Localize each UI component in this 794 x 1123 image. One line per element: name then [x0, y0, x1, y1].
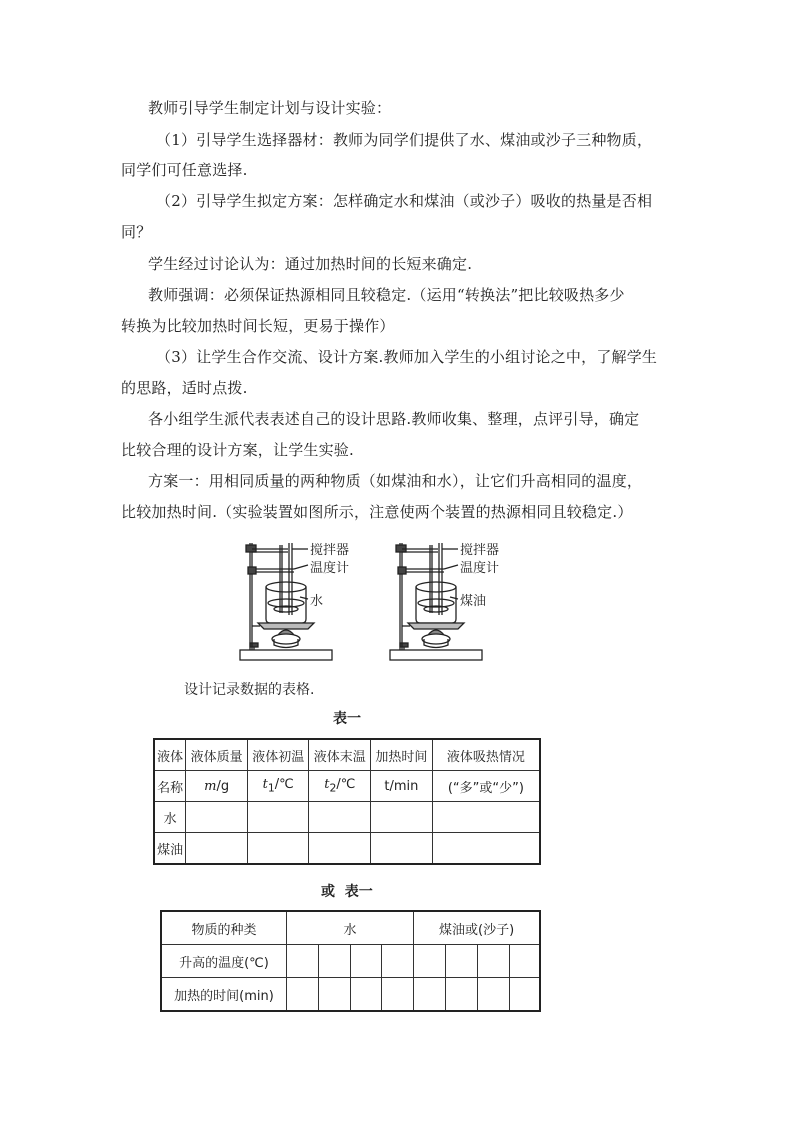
var-m: m	[204, 778, 217, 794]
data-table-2	[160, 910, 541, 1012]
table-header-cell: 液体初温	[247, 739, 309, 771]
paragraph-line: 的思路，适时点拨.	[121, 379, 248, 397]
paragraph-line: 比较合理的设计方案，让学生实验.	[121, 441, 354, 459]
var-t: t	[324, 777, 330, 793]
table-cell	[309, 833, 371, 865]
table-cell	[414, 945, 446, 978]
table-cell	[382, 978, 414, 1012]
table-row	[161, 945, 540, 978]
table-header-cell	[309, 771, 371, 802]
table-header-cell: 加热的时间(min)	[161, 978, 286, 1012]
label-stirrer-right: 搅拌器	[460, 543, 500, 558]
paragraph-line: （3）让学生合作交流、设计方案.教师加入学生的小组讨论之中，了解学生	[156, 348, 658, 366]
table-cell	[350, 945, 382, 978]
paragraph-line: 同？	[121, 223, 152, 241]
table-row	[154, 739, 540, 771]
table-cell	[186, 833, 248, 865]
unit: /℃	[274, 777, 294, 793]
table-cell	[509, 978, 540, 1012]
unit: /℃	[336, 777, 356, 793]
table-cell	[350, 978, 382, 1012]
table-row	[154, 802, 540, 833]
table-header-cell	[247, 771, 309, 802]
table-row	[154, 771, 540, 802]
paragraph-line: 转换为比较加热时间长短，更易于操作）	[121, 317, 395, 335]
table-header-cell: 煤油或(沙子)	[414, 911, 540, 945]
unit: /g	[216, 778, 230, 794]
apparatus-figure	[236, 535, 506, 665]
table-header-cell: (“多”或“少”)	[432, 771, 540, 802]
table-cell	[371, 833, 433, 865]
table-cell	[432, 833, 540, 865]
subscript: 2	[329, 781, 337, 795]
paragraph-line: 同学们可任意选择.	[121, 161, 248, 179]
table-header-cell: 加热时间	[371, 739, 433, 771]
subscript: 1	[267, 781, 275, 795]
paragraph-line: 教师强调：必须保证热源相同且较稳定.（运用“转换法”把比较吸热多少	[148, 286, 625, 304]
table1-title: 表一	[333, 711, 361, 727]
table-cell	[309, 802, 371, 833]
table-row	[154, 833, 540, 865]
table-cell	[414, 978, 446, 1012]
table-header-cell: 液体吸热情况	[432, 739, 540, 771]
table-cell	[477, 945, 509, 978]
paragraph-line: 学生经过讨论认为：通过加热时间的长短来确定.	[148, 255, 473, 273]
paragraph-line: 教师引导学生制定计划与设计实验：	[148, 99, 392, 117]
table-header-cell: 液体质量	[186, 739, 248, 771]
table-header-cell: 水	[286, 911, 413, 945]
label-kerosene: 煤油	[460, 594, 487, 609]
design-caption: 设计记录数据的表格.	[184, 682, 315, 698]
paragraph-line: （1）引导学生选择器材：教师为同学们提供了水、煤油或沙子三种物质，	[156, 131, 653, 149]
table-header-cell	[186, 771, 248, 802]
table-cell	[318, 978, 350, 1012]
table-cell: 煤油	[154, 833, 186, 865]
paragraph-line: 各小组学生派代表表述自己的设计思路.教师收集、整理，点评引导，确定	[148, 410, 640, 428]
paragraph-line: 比较加热时间.（实验装置如图所示，注意使两个装置的热源相同且较稳定.）	[121, 503, 633, 521]
table-cell	[247, 802, 309, 833]
table-row	[161, 978, 540, 1012]
paragraph-line: （2）引导学生拟定方案：怎样确定水和煤油（或沙子）吸收的热量是否相	[156, 192, 653, 210]
table-header-cell: 升高的温度(℃)	[161, 945, 286, 978]
table-row	[161, 911, 540, 945]
table-header-cell: t/min	[371, 771, 433, 802]
table-cell	[432, 802, 540, 833]
table-cell	[286, 978, 318, 1012]
table2-title: 或 表一	[321, 884, 373, 900]
table-cell	[371, 802, 433, 833]
table-cell	[445, 945, 477, 978]
data-table-1	[153, 738, 541, 865]
table-cell	[382, 945, 414, 978]
label-thermometer-right: 温度计	[460, 561, 500, 576]
label-water: 水	[310, 594, 324, 609]
paragraph-line: 方案一：用相同质量的两种物质（如煤油和水），让它们升高相同的温度，	[148, 472, 643, 490]
table-cell	[509, 945, 540, 978]
label-stirrer-left: 搅拌器	[310, 543, 350, 558]
table-cell	[247, 833, 309, 865]
table-header-cell: 液体	[154, 739, 186, 771]
table-cell	[186, 802, 248, 833]
table-cell	[286, 945, 318, 978]
table-header-cell: 名称	[154, 771, 186, 802]
table-header-cell: 物质的种类	[161, 911, 286, 945]
table-header-cell: 液体末温	[309, 739, 371, 771]
table-cell	[318, 945, 350, 978]
table-cell	[445, 978, 477, 1012]
table-cell: 水	[154, 802, 186, 833]
table-cell	[477, 978, 509, 1012]
var-t: t	[262, 777, 268, 793]
label-thermometer-left: 温度计	[310, 561, 350, 576]
